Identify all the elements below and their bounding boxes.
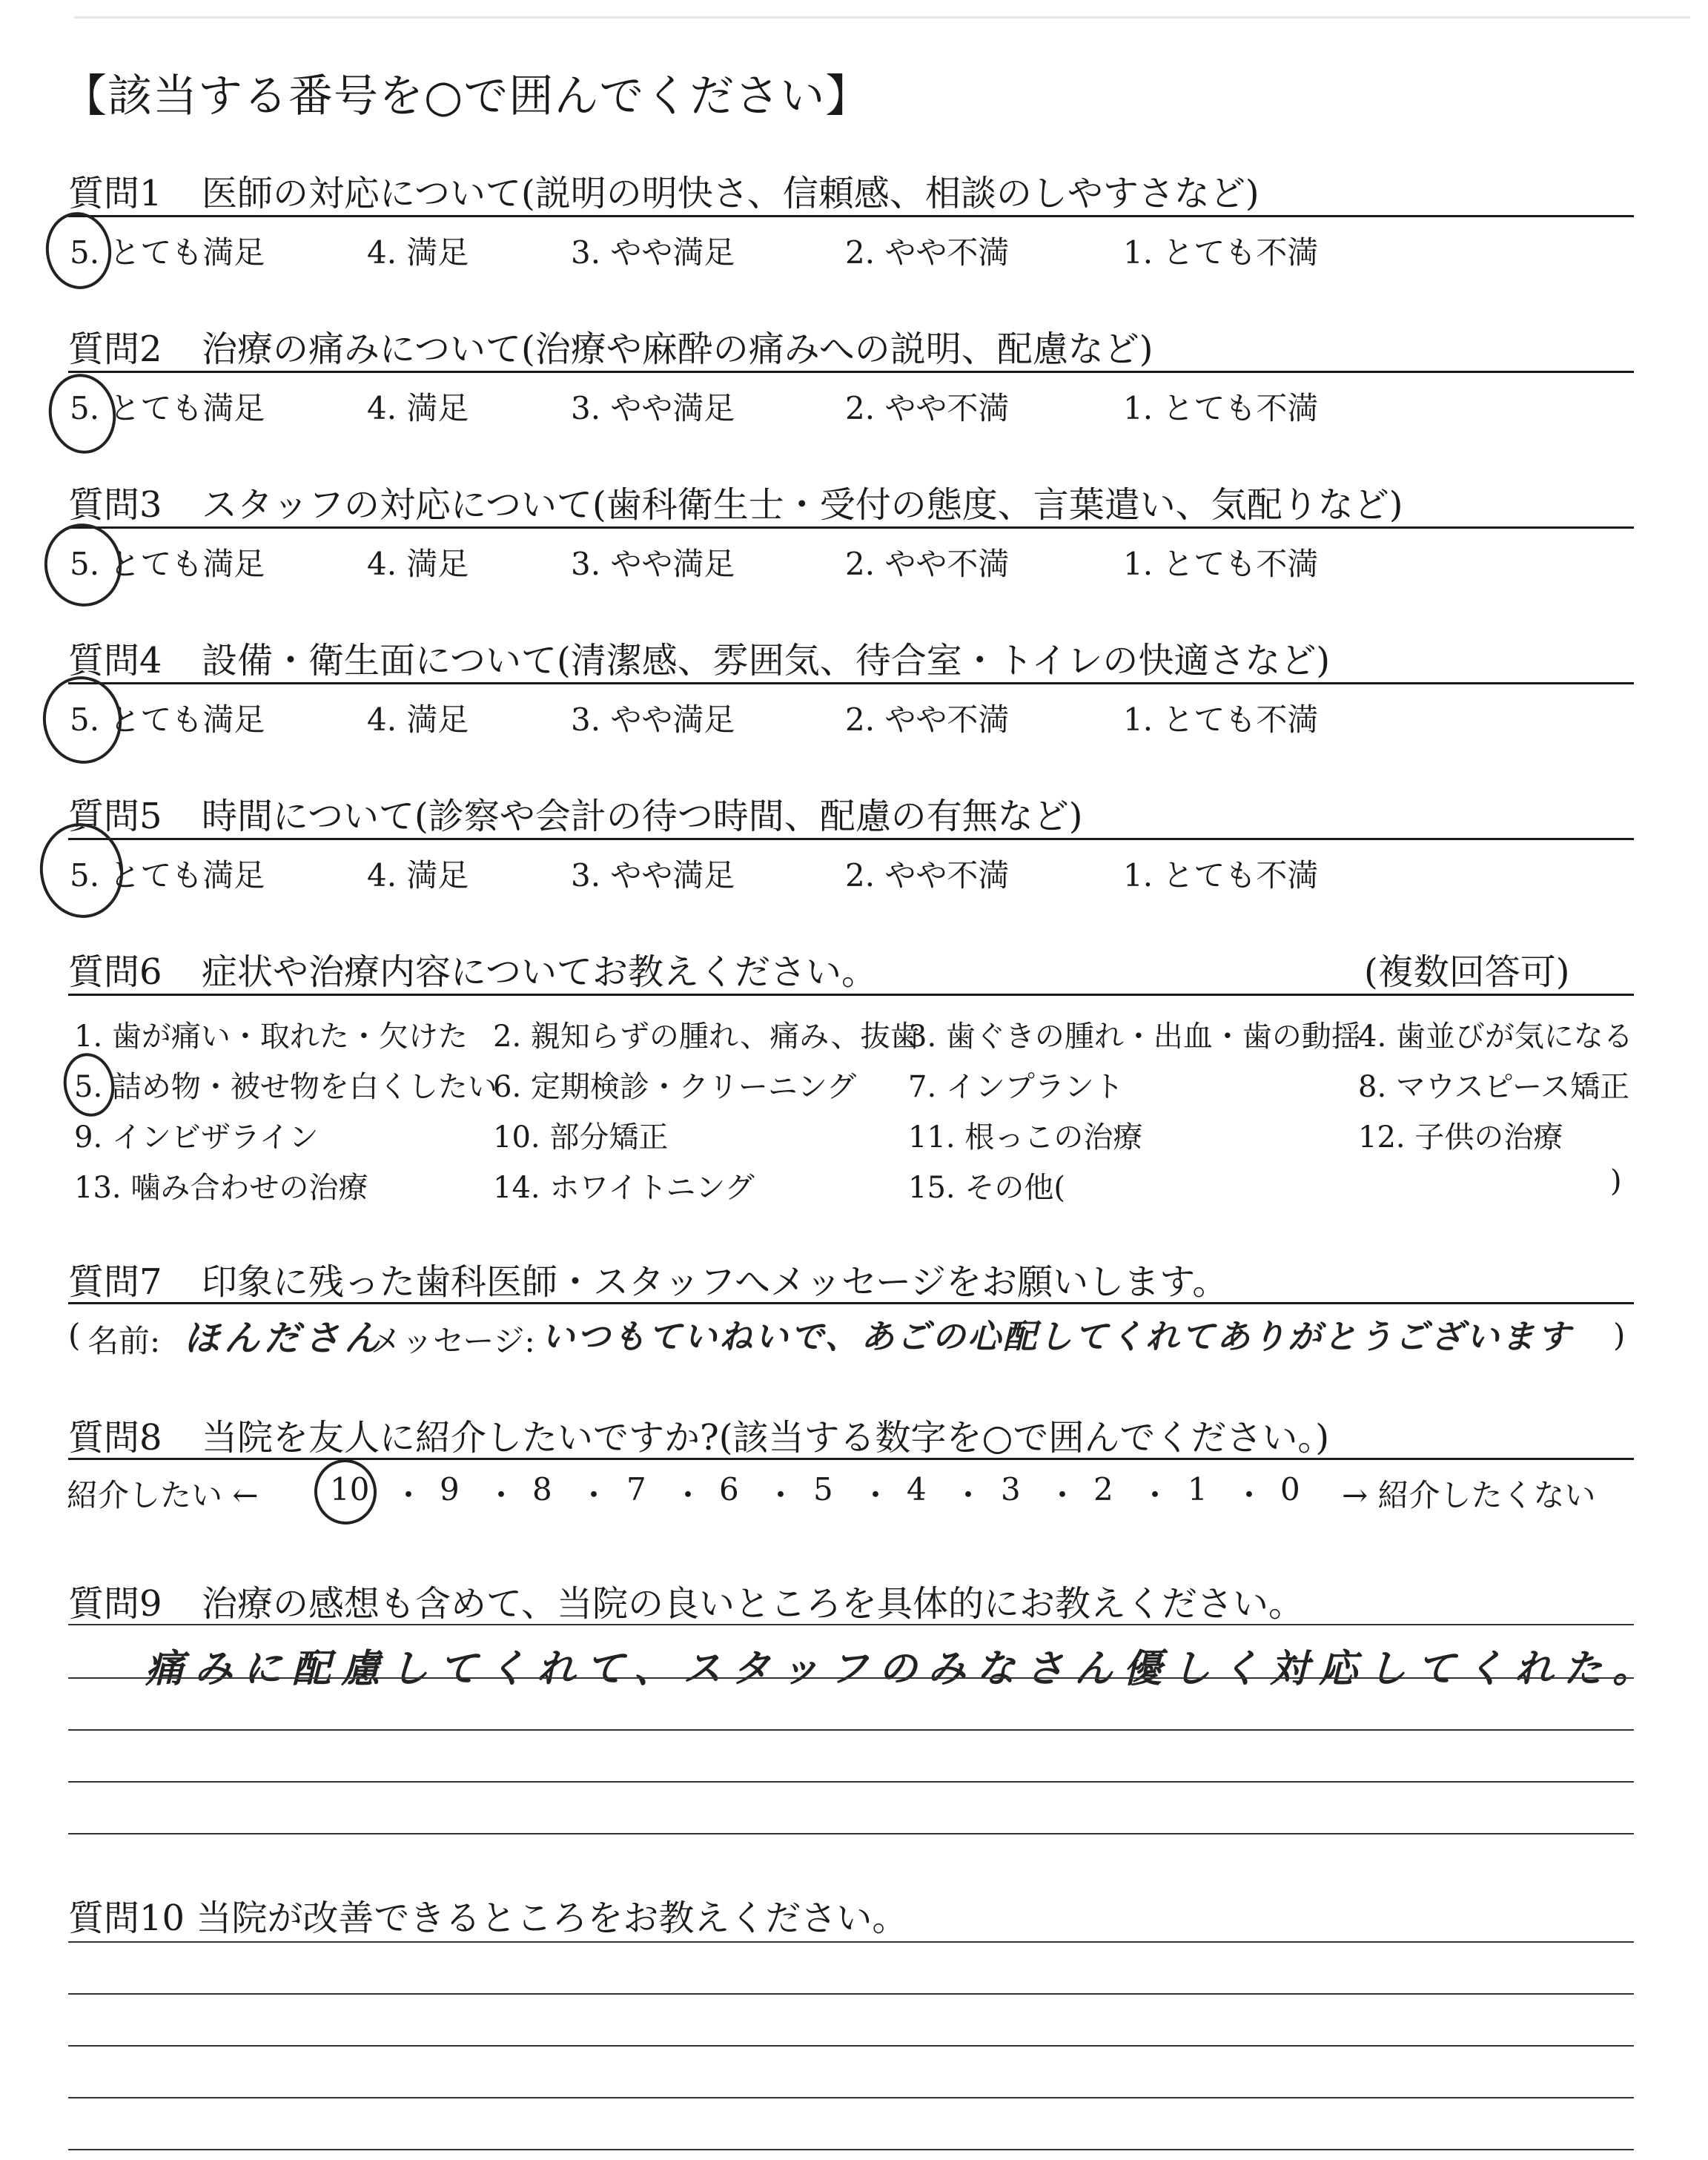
scale-separator: ・ — [393, 1477, 425, 1513]
answer-line — [68, 1781, 1634, 1783]
q4-option-4[interactable]: 4. 満足 — [367, 701, 469, 738]
answer-line — [68, 1677, 1634, 1679]
answer-line — [68, 1729, 1634, 1731]
q6-choice-11[interactable]: 11. 根っこの治療 — [908, 1120, 1143, 1155]
q4-option-2[interactable]: 2. やや不満 — [845, 701, 1010, 738]
question-rule — [68, 994, 1634, 996]
q9-answer-text[interactable]: 痛みに配慮してくれて、スタッフのみなさん優しく対応してくれた。 — [145, 1647, 1661, 1691]
question-text: 治療の感想も含めて、当院の良いところを具体的にお教えください。 — [202, 1583, 1305, 1625]
question-5 — [68, 787, 1083, 839]
q6-choice-14[interactable]: 14. ホワイトニング — [493, 1171, 755, 1205]
question-text: 設備・衛生面について(清潔感、雰囲気、待合室・トイレの快適さなど) — [202, 640, 1331, 681]
q6-choice-1[interactable]: 1. 歯が痛い・取れた・欠けた — [74, 1020, 468, 1054]
name-field[interactable]: ほんださん — [184, 1318, 385, 1359]
scale-10[interactable]: 10 — [330, 1471, 370, 1507]
q2-option-2[interactable]: 2. やや不満 — [845, 390, 1010, 426]
question-rule — [68, 682, 1634, 684]
answer-line — [68, 1624, 1634, 1625]
scale-separator: ・ — [578, 1477, 610, 1513]
answer-line — [68, 1993, 1634, 1995]
question-number: 質問4 — [68, 640, 162, 681]
q5-option-4[interactable]: 4. 満足 — [367, 857, 469, 894]
scale-6[interactable]: 6 — [719, 1471, 739, 1507]
recommend-right-label: → 紹介したくない — [1342, 1477, 1596, 1513]
q2-option-4[interactable]: 4. 満足 — [367, 390, 469, 426]
question-number: 質問2 — [68, 328, 162, 370]
scale-2[interactable]: 2 — [1093, 1471, 1113, 1507]
q3-option-2[interactable]: 2. やや不満 — [845, 546, 1010, 582]
scale-7[interactable]: 7 — [626, 1471, 646, 1507]
scale-8[interactable]: 8 — [532, 1471, 552, 1507]
recommend-left-label: 紹介したい ← — [67, 1477, 259, 1513]
question-3 — [68, 476, 1403, 527]
scale-4[interactable]: 4 — [907, 1471, 927, 1507]
question-7 — [68, 1253, 1228, 1304]
scale-separator: ・ — [1139, 1477, 1171, 1513]
q2-option-3[interactable]: 3. やや満足 — [571, 390, 735, 426]
scale-3[interactable]: 3 — [1001, 1471, 1021, 1507]
question-text: 医師の対応について(説明の明快さ、信頼感、相談のしやすさなど) — [202, 173, 1260, 214]
question-rule — [68, 1458, 1634, 1460]
q5-option-3[interactable]: 3. やや満足 — [571, 857, 735, 894]
q1-option-5[interactable]: 5. とても満足 — [70, 234, 265, 271]
scale-0[interactable]: 0 — [1280, 1471, 1300, 1507]
selection-circle — [37, 671, 127, 769]
q6-choice-8[interactable]: 8. マウスピース矯正 — [1358, 1070, 1630, 1104]
selection-circle — [42, 369, 122, 459]
message-field[interactable]: いつもていねいで、あごの心配してくれてありがとうございます — [541, 1317, 1573, 1356]
q5-option-1[interactable]: 1. とても不満 — [1123, 857, 1319, 894]
q2-option-1[interactable]: 1. とても不満 — [1123, 390, 1319, 426]
selection-circle — [59, 1049, 119, 1121]
q5-option-5[interactable]: 5. とても満足 — [70, 857, 265, 894]
q6-choice-7[interactable]: 7. インプラント — [908, 1070, 1124, 1104]
q6-choice-4[interactable]: 4. 歯並びが気になる — [1358, 1020, 1633, 1054]
name-label: 名前: — [87, 1323, 161, 1359]
q3-option-1[interactable]: 1. とても不満 — [1123, 546, 1319, 582]
scale-separator: ・ — [672, 1477, 704, 1513]
question-number: 質問10 — [68, 1898, 185, 1939]
question-text: 時間について(診察や会計の待つ時間、配慮の有無など) — [202, 796, 1083, 837]
q6-choice-2[interactable]: 2. 親知らずの腫れ、痛み、抜歯 — [493, 1020, 920, 1054]
scale-1[interactable]: 1 — [1188, 1471, 1208, 1507]
scale-separator: ・ — [1047, 1477, 1079, 1513]
selection-circle — [311, 1456, 380, 1527]
multiple-answers-note: (複数回答可) — [1364, 951, 1570, 993]
question-2 — [68, 320, 1153, 371]
q1-option-1[interactable]: 1. とても不満 — [1123, 234, 1319, 271]
scale-separator: ・ — [860, 1477, 892, 1513]
question-number: 質問9 — [68, 1583, 162, 1625]
q2-option-5[interactable]: 5. とても満足 — [70, 390, 265, 426]
question-number: 質問7 — [68, 1261, 162, 1303]
q4-option-3[interactable]: 3. やや満足 — [571, 701, 735, 738]
question-rule — [68, 526, 1634, 529]
question-text: 当院が改善できるところをお教えください。 — [196, 1898, 908, 1939]
q6-other-close-paren: ) — [1610, 1164, 1622, 1198]
question-rule — [68, 371, 1634, 373]
scale-separator: ・ — [765, 1477, 797, 1513]
question-text: スタッフの対応について(歯科衛生士・受付の態度、言葉遣い、気配りなど) — [202, 484, 1403, 526]
q4-option-1[interactable]: 1. とても不満 — [1123, 701, 1319, 738]
question-9 — [68, 1575, 1304, 1626]
question-number: 質問6 — [68, 951, 162, 993]
selection-circle — [41, 208, 116, 293]
question-text: 印象に残った歯科医師・スタッフへメッセージをお願いします。 — [202, 1261, 1228, 1303]
scale-9[interactable]: 9 — [440, 1471, 460, 1507]
q5-option-2[interactable]: 2. やや不満 — [845, 857, 1010, 894]
q7-open-paren: ( — [68, 1317, 81, 1353]
q6-choice-13[interactable]: 13. 噛み合わせの治療 — [74, 1171, 368, 1205]
question-rule — [68, 215, 1634, 217]
page-top-edge — [74, 16, 1690, 19]
q6-choice-9[interactable]: 9. インビザライン — [74, 1120, 319, 1155]
q1-option-4[interactable]: 4. 満足 — [367, 234, 469, 271]
scale-separator: ・ — [953, 1477, 984, 1513]
question-1 — [68, 165, 1260, 216]
question-4 — [68, 632, 1330, 683]
question-text: 症状や治療内容についてお教えください。 — [202, 951, 878, 993]
answer-line — [68, 2097, 1634, 2098]
question-rule — [68, 1302, 1634, 1304]
q3-option-4[interactable]: 4. 満足 — [367, 546, 469, 582]
message-label: メッセージ: — [371, 1323, 535, 1359]
q3-option-5[interactable]: 5. とても満足 — [70, 546, 265, 582]
q6-choice-12[interactable]: 12. 子供の治療 — [1358, 1120, 1563, 1155]
q1-option-3[interactable]: 3. やや満足 — [571, 234, 735, 271]
q4-option-5[interactable]: 5. とても満足 — [70, 701, 265, 738]
q7-close-paren: ) — [1613, 1317, 1626, 1353]
question-8 — [68, 1409, 1329, 1460]
scale-5[interactable]: 5 — [813, 1471, 833, 1507]
answer-line — [68, 2149, 1634, 2150]
q6-choice-15[interactable]: 15. その他( — [908, 1171, 1065, 1205]
question-rule — [68, 838, 1634, 840]
page-title: 【該当する番号を○で囲んでください】 — [62, 70, 871, 122]
question-text: 治療の痛みについて(治療や麻酔の痛みへの説明、配慮など) — [202, 328, 1153, 370]
question-text: 当院を友人に紹介したいですか?(該当する数字を○で囲んでください。) — [202, 1417, 1330, 1459]
q1-option-2[interactable]: 2. やや不満 — [845, 234, 1010, 271]
scale-separator: ・ — [1234, 1477, 1265, 1513]
answer-line — [68, 1941, 1634, 1943]
q6-choice-10[interactable]: 10. 部分矯正 — [493, 1120, 669, 1155]
question-6 — [68, 943, 877, 994]
selection-circle — [38, 518, 128, 612]
question-number: 質問1 — [68, 173, 162, 214]
question-10 — [68, 1889, 907, 1941]
question-number: 質問3 — [68, 484, 162, 526]
answer-line — [68, 1833, 1634, 1834]
answer-line — [68, 2045, 1634, 2047]
q6-choice-6[interactable]: 6. 定期検診・クリーニング — [493, 1070, 857, 1104]
q6-choice-5[interactable]: 5. 詰め物・被せ物を白くしたい — [74, 1070, 497, 1104]
scale-separator: ・ — [486, 1477, 517, 1513]
q6-choice-3[interactable]: 3. 歯ぐきの腫れ・出血・歯の動揺 — [908, 1020, 1361, 1054]
question-number: 質問8 — [68, 1417, 162, 1459]
q3-option-3[interactable]: 3. やや満足 — [571, 546, 735, 582]
question-number: 質問5 — [68, 796, 162, 837]
